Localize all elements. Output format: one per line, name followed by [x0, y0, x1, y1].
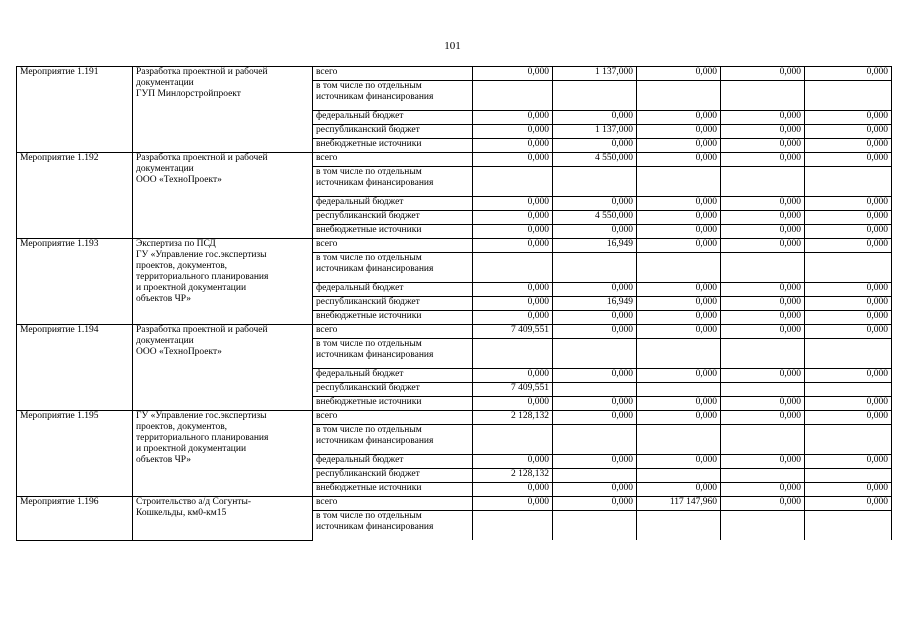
funding-source-label: всего — [313, 239, 473, 253]
amount-cell: 0,000 — [805, 411, 892, 425]
amount-cell: 0,000 — [721, 153, 805, 167]
amount-cell: 0,000 — [721, 369, 805, 383]
amount-cell: 16,949 — [553, 239, 637, 253]
amount-cell — [553, 339, 637, 369]
amount-cell: 0,000 — [721, 111, 805, 125]
amount-cell: 0,000 — [473, 283, 553, 297]
amount-cell — [637, 81, 721, 111]
funding-source-label: в том числе по отдельным источникам финансирования — [313, 167, 473, 197]
amount-cell: 0,000 — [805, 197, 892, 211]
table-row — [17, 153, 892, 167]
amount-cell: 0,000 — [473, 311, 553, 325]
measure-name: Мероприятие 1.196 — [17, 497, 133, 541]
amount-cell: 0,000 — [473, 497, 553, 511]
table-row — [17, 411, 892, 425]
amount-cell — [805, 253, 892, 283]
table-row — [17, 497, 892, 511]
amount-cell: 0,000 — [637, 139, 721, 153]
amount-cell: 0,000 — [721, 483, 805, 497]
amount-cell: 0,000 — [805, 311, 892, 325]
amount-cell: 0,000 — [805, 111, 892, 125]
funding-source-label: федеральный бюджет — [313, 111, 473, 125]
amount-cell — [473, 81, 553, 111]
amount-cell: 2 128,132 — [473, 469, 553, 483]
amount-cell — [805, 81, 892, 111]
amount-cell: 1 137,000 — [553, 67, 637, 81]
amount-cell: 0,000 — [805, 497, 892, 511]
amount-cell — [805, 511, 892, 541]
amount-cell: 0,000 — [553, 225, 637, 239]
funding-source-label: в том числе по отдельным источникам финансирования — [313, 81, 473, 111]
amount-cell — [473, 511, 553, 541]
table-body — [17, 67, 892, 541]
amount-cell — [553, 253, 637, 283]
amount-cell — [637, 425, 721, 455]
funding-source-label: внебюджетные источники — [313, 225, 473, 239]
measure-description: Строительство а/д Согунты- Кошкельды, км0-км15 — [133, 497, 313, 541]
amount-cell — [553, 425, 637, 455]
amount-cell — [553, 383, 637, 397]
amount-cell: 0,000 — [553, 411, 637, 425]
amount-cell: 117 147,960 — [637, 497, 721, 511]
amount-cell — [805, 425, 892, 455]
amount-cell — [805, 383, 892, 397]
amount-cell: 0,000 — [805, 283, 892, 297]
amount-cell: 7 409,551 — [473, 383, 553, 397]
amount-cell: 1 137,000 — [553, 125, 637, 139]
amount-cell: 0,000 — [553, 111, 637, 125]
amount-cell — [637, 383, 721, 397]
amount-cell: 0,000 — [721, 67, 805, 81]
amount-cell: 0,000 — [637, 67, 721, 81]
amount-cell: 7 409,551 — [473, 325, 553, 339]
amount-cell: 0,000 — [473, 455, 553, 469]
amount-cell — [637, 167, 721, 197]
amount-cell: 0,000 — [553, 483, 637, 497]
amount-cell: 0,000 — [721, 211, 805, 225]
amount-cell: 0,000 — [553, 397, 637, 411]
amount-cell: 0,000 — [637, 369, 721, 383]
amount-cell: 0,000 — [721, 311, 805, 325]
amount-cell — [721, 511, 805, 541]
amount-cell: 0,000 — [553, 497, 637, 511]
amount-cell: 0,000 — [805, 297, 892, 311]
amount-cell: 0,000 — [805, 153, 892, 167]
amount-cell: 0,000 — [473, 153, 553, 167]
amount-cell: 0,000 — [721, 411, 805, 425]
amount-cell: 0,000 — [473, 239, 553, 253]
amount-cell: 0,000 — [721, 455, 805, 469]
amount-cell: 0,000 — [805, 139, 892, 153]
amount-cell: 0,000 — [553, 197, 637, 211]
amount-cell: 0,000 — [721, 497, 805, 511]
funding-source-label: всего — [313, 67, 473, 81]
funding-source-label: в том числе по отдельным источникам финансирования — [313, 425, 473, 455]
funding-source-label: внебюджетные источники — [313, 397, 473, 411]
amount-cell: 0,000 — [805, 225, 892, 239]
measure-description: Экспертиза по ПСД ГУ «Управление гос.экспертизы проектов, документов, территориального планирования и проектной документации объектов ЧР» — [133, 239, 313, 325]
amount-cell — [553, 511, 637, 541]
funding-source-label: республиканский бюджет — [313, 383, 473, 397]
amount-cell — [637, 469, 721, 483]
amount-cell: 0,000 — [637, 239, 721, 253]
amount-cell — [721, 339, 805, 369]
amount-cell — [637, 253, 721, 283]
funding-source-label: всего — [313, 153, 473, 167]
measure-description: Разработка проектной и рабочей документации ООО «ТехноПроект» — [133, 325, 313, 411]
table-row — [17, 239, 892, 253]
amount-cell — [473, 339, 553, 369]
amount-cell — [721, 81, 805, 111]
amount-cell — [721, 425, 805, 455]
amount-cell: 0,000 — [553, 139, 637, 153]
measure-name: Мероприятие 1.195 — [17, 411, 133, 497]
amount-cell: 0,000 — [473, 111, 553, 125]
funding-source-label: федеральный бюджет — [313, 197, 473, 211]
amount-cell — [805, 469, 892, 483]
measure-name: Мероприятие 1.193 — [17, 239, 133, 325]
amount-cell: 0,000 — [805, 483, 892, 497]
amount-cell: 0,000 — [637, 311, 721, 325]
amount-cell: 0,000 — [637, 283, 721, 297]
amount-cell — [637, 511, 721, 541]
amount-cell — [553, 167, 637, 197]
amount-cell: 0,000 — [473, 211, 553, 225]
amount-cell: 2 128,132 — [473, 411, 553, 425]
amount-cell: 0,000 — [473, 139, 553, 153]
amount-cell: 0,000 — [637, 111, 721, 125]
amount-cell: 0,000 — [637, 211, 721, 225]
amount-cell: 0,000 — [637, 455, 721, 469]
funding-source-label: республиканский бюджет — [313, 469, 473, 483]
funding-source-label: внебюджетные источники — [313, 139, 473, 153]
amount-cell: 0,000 — [473, 397, 553, 411]
amount-cell — [805, 339, 892, 369]
amount-cell — [473, 167, 553, 197]
amount-cell: 0,000 — [721, 197, 805, 211]
measure-name: Мероприятие 1.194 — [17, 325, 133, 411]
amount-cell: 0,000 — [473, 369, 553, 383]
funding-source-label: федеральный бюджет — [313, 283, 473, 297]
amount-cell: 0,000 — [805, 397, 892, 411]
amount-cell — [721, 383, 805, 397]
amount-cell: 0,000 — [473, 225, 553, 239]
amount-cell: 0,000 — [721, 297, 805, 311]
amount-cell: 0,000 — [553, 369, 637, 383]
amount-cell: 0,000 — [805, 125, 892, 139]
amount-cell: 0,000 — [637, 325, 721, 339]
funding-source-label: в том числе по отдельным источникам финансирования — [313, 253, 473, 283]
amount-cell — [721, 469, 805, 483]
table-row — [17, 67, 892, 81]
funding-source-label: всего — [313, 411, 473, 425]
funding-source-label: республиканский бюджет — [313, 125, 473, 139]
amount-cell: 0,000 — [473, 67, 553, 81]
amount-cell — [553, 469, 637, 483]
amount-cell: 0,000 — [721, 139, 805, 153]
amount-cell: 0,000 — [637, 411, 721, 425]
amount-cell: 0,000 — [805, 369, 892, 383]
funding-source-label: внебюджетные источники — [313, 483, 473, 497]
amount-cell: 0,000 — [637, 153, 721, 167]
amount-cell: 0,000 — [637, 483, 721, 497]
amount-cell: 0,000 — [805, 67, 892, 81]
amount-cell: 0,000 — [553, 283, 637, 297]
funding-source-label: республиканский бюджет — [313, 211, 473, 225]
amount-cell: 0,000 — [473, 197, 553, 211]
amount-cell: 0,000 — [721, 283, 805, 297]
amount-cell — [473, 425, 553, 455]
amount-cell — [721, 253, 805, 283]
amount-cell: 0,000 — [721, 125, 805, 139]
measure-description: Разработка проектной и рабочей документации ООО «ТехноПроект» — [133, 153, 313, 239]
amount-cell — [637, 339, 721, 369]
funding-source-label: в том числе по отдельным источникам финансирования — [313, 511, 473, 541]
amount-cell: 0,000 — [637, 125, 721, 139]
funding-source-label: всего — [313, 325, 473, 339]
amount-cell — [721, 167, 805, 197]
measure-description: ГУ «Управление гос.экспертизы проектов, документов, территориального планирования и проектной документации объектов ЧР» — [133, 411, 313, 497]
amount-cell: 0,000 — [805, 211, 892, 225]
amount-cell — [805, 167, 892, 197]
amount-cell: 0,000 — [553, 455, 637, 469]
amount-cell: 0,000 — [721, 325, 805, 339]
amount-cell: 0,000 — [805, 455, 892, 469]
page-number: 101 — [444, 40, 461, 52]
funding-source-label: федеральный бюджет — [313, 369, 473, 383]
funding-source-label: внебюджетные источники — [313, 311, 473, 325]
amount-cell: 0,000 — [553, 325, 637, 339]
amount-cell: 0,000 — [553, 311, 637, 325]
measure-description: Разработка проектной и рабочей документации ГУП Минлорстройпроект — [133, 67, 313, 153]
amount-cell: 0,000 — [637, 225, 721, 239]
funding-source-label: федеральный бюджет — [313, 455, 473, 469]
amount-cell: 0,000 — [721, 239, 805, 253]
amount-cell: 4 550,000 — [553, 211, 637, 225]
amount-cell: 0,000 — [721, 397, 805, 411]
amount-cell — [553, 81, 637, 111]
funding-source-label: республиканский бюджет — [313, 297, 473, 311]
amount-cell: 16,949 — [553, 297, 637, 311]
amount-cell: 0,000 — [805, 325, 892, 339]
amount-cell: 0,000 — [805, 239, 892, 253]
amount-cell: 0,000 — [473, 483, 553, 497]
amount-cell: 0,000 — [473, 125, 553, 139]
amount-cell: 0,000 — [473, 297, 553, 311]
amount-cell: 0,000 — [637, 297, 721, 311]
funding-source-label: в том числе по отдельным источникам финансирования — [313, 339, 473, 369]
amount-cell: 0,000 — [721, 225, 805, 239]
table-row — [17, 325, 892, 339]
funding-source-label: всего — [313, 497, 473, 511]
measure-name: Мероприятие 1.192 — [17, 153, 133, 239]
amount-cell: 4 550,000 — [553, 153, 637, 167]
amount-cell: 0,000 — [637, 397, 721, 411]
amount-cell — [473, 253, 553, 283]
amount-cell: 0,000 — [637, 197, 721, 211]
financing-table — [16, 66, 892, 541]
measure-name: Мероприятие 1.191 — [17, 67, 133, 153]
